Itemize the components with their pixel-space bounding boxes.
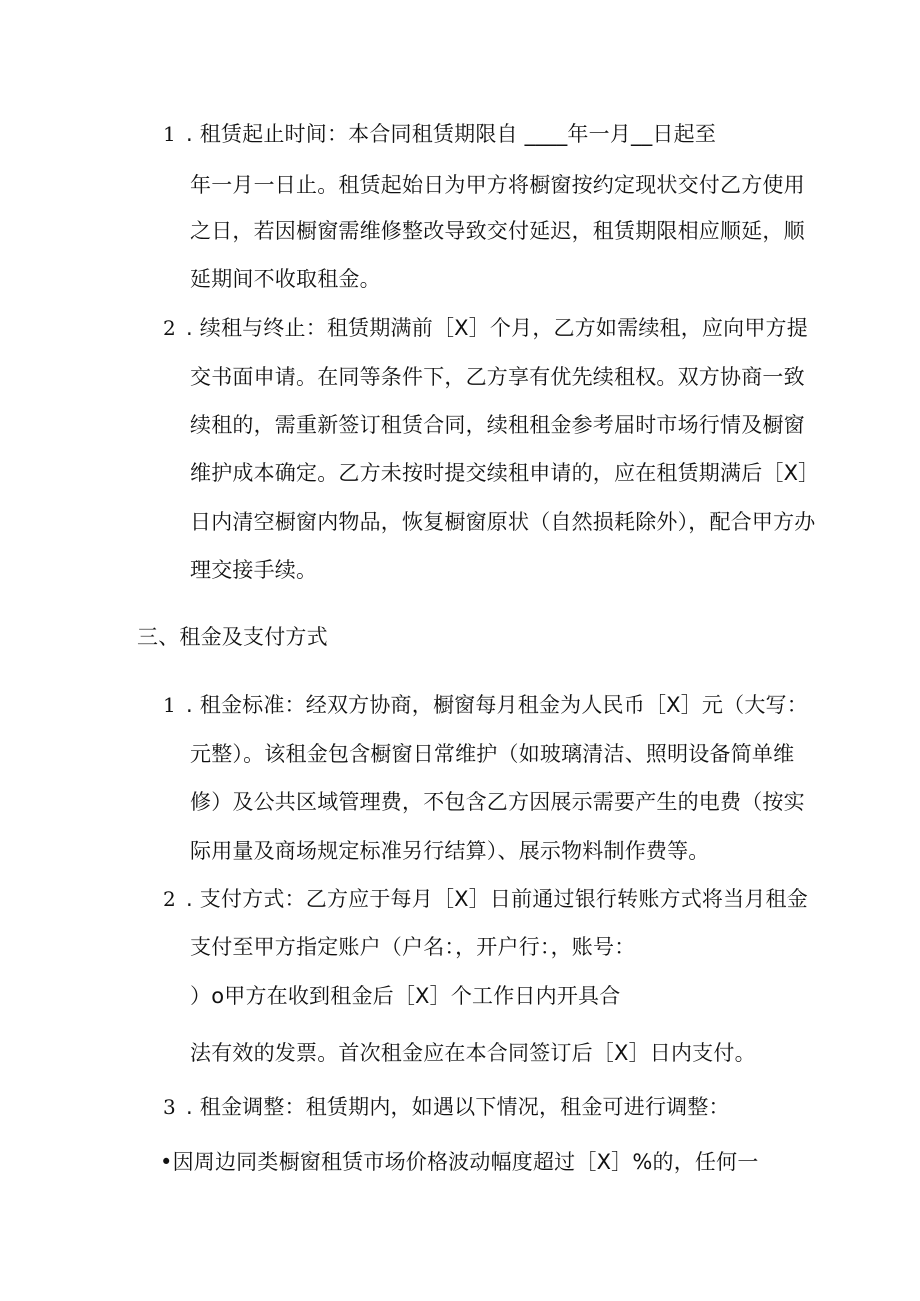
paragraph-line: 法有效的发票。首次租金应在本合同签订后［X］日内支付。 xyxy=(190,1041,756,1065)
bullet-line: •因周边同类橱窗租赁市场价格波动幅度超过［X］%的，任何一 xyxy=(160,1150,759,1174)
paragraph-line: 元整）。该租金包含橱窗日常维护（如玻璃清洁、照明设备简单维 xyxy=(190,742,795,766)
paragraph-line: 续租的，需重新签订租赁合同，续租租金参考届时市场行情及橱窗 xyxy=(190,413,805,437)
paragraph-line: . 租金标准：经双方协商，橱窗每月租金为人民币［X］元（大写： xyxy=(186,693,808,717)
item-number: 2 xyxy=(163,887,176,911)
item-number: 1 xyxy=(163,693,176,717)
paragraph-line: . 租赁起止时间：本合同租赁期限自 ____年一月__日起至 xyxy=(186,122,717,146)
item-number: 1 xyxy=(163,122,176,146)
paragraph-line: 之日，若因橱窗需维修整改导致交付延迟，租赁期限相应顺延，顺 xyxy=(190,219,805,243)
paragraph-line: 日内清空橱窗内物品，恢复橱窗原状（自然损耗除外），配合甲方办 xyxy=(190,510,816,534)
paragraph-line: 际用量及商场规定标准另行结算）、展示物料制作费等。 xyxy=(190,839,710,863)
paragraph-line: 理交接手续。 xyxy=(190,558,318,582)
paragraph-line: 年一月一日止。租赁起始日为甲方将橱窗按约定现状交付乙方使用 xyxy=(190,173,805,197)
paragraph-line: 支付至甲方指定账户（户名：，开户行：，账号： xyxy=(190,935,636,959)
item-number: 2 xyxy=(163,316,176,340)
paragraph-line: 交书面申请。在同等条件下，乙方享有优先续租权。双方协商一致 xyxy=(190,365,805,389)
paragraph-line: . 支付方式：乙方应于每月［X］日前通过银行转账方式将当月租金 xyxy=(186,887,808,911)
paragraph-line: ）o甲方在收到租金后［X］个工作日内开具合 xyxy=(190,984,621,1008)
section-heading: 三、租金及支付方式 xyxy=(137,625,328,649)
paragraph-line: 修）及公共区域管理费，不包含乙方因展示需要产生的电费（按实 xyxy=(190,790,805,814)
paragraph-line: . 续租与终止：租赁期满前［X］个月，乙方如需续租，应向甲方提 xyxy=(186,316,808,340)
item-number: 3 xyxy=(163,1095,176,1119)
paragraph-line: . 租金调整：租赁期内，如遇以下情况，租金可进行调整： xyxy=(186,1095,730,1119)
paragraph-line: 延期间不收取租金。 xyxy=(190,267,381,291)
paragraph-line: 维护成本确定。乙方未按时提交续租申请的，应在租赁期满后［X］ xyxy=(190,461,820,485)
